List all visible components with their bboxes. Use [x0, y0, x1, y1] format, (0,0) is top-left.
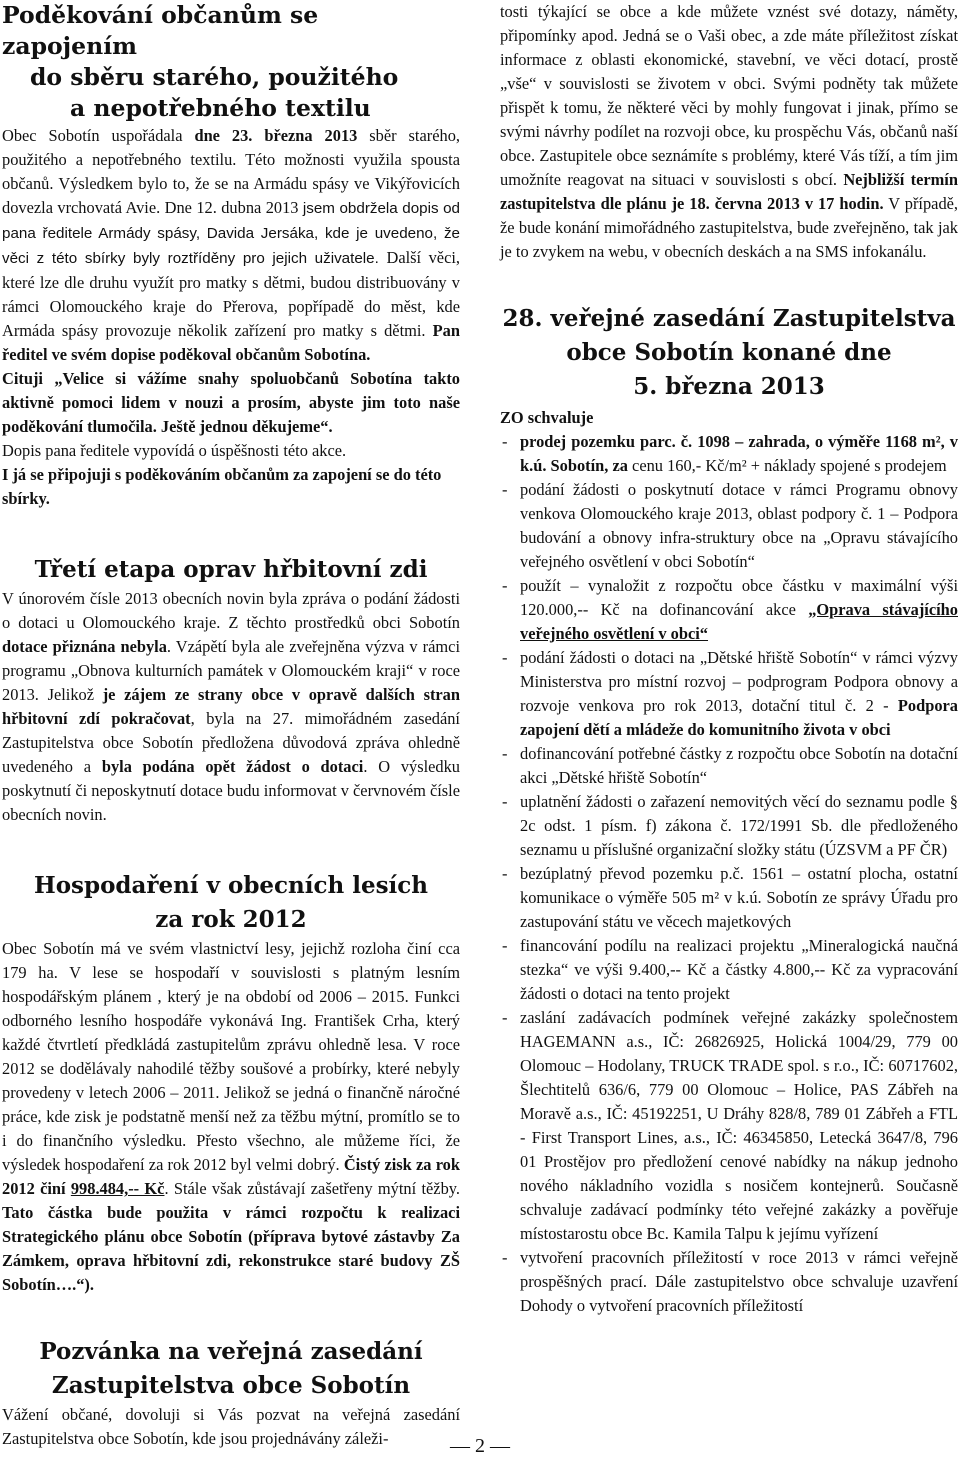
thanks-closing: I já se připojuji s poděkováním občanům za zapojení se do této sbírky.	[2, 465, 442, 508]
invite-continued: tosti týkající se obce a kde můžete vznést své dotazy, náměty, připomínky apod. Jedná se o Vaši obec, a zde máte příležitost získat informace z oblasti ekonomické, stavební, ve věci dotací, prostě „vše“ v souvislosti se životem v obci. Svými podněty tak můžete přispět k tomu, že některé věci by mohly fungovat i jinak, přímo se svými návrhy podílet na rozvoji obce, ku prospěchu Vás, občanů naší obce. Zastupitele obce seznámíte s problémy, které Vás tíží, a tím jim umožníte reagovat na situaci v souvislosti s obcí. Nejbližší termín zastupitelstva dle plánu je 18. června 2013 v 17 hodin. V případě, že bude konání mimořádného zastupitelstva, bude zveřejněno, tak jak je to zvykem na webu, v obecních deskách a na SMS infokanálu.	[500, 2, 959, 261]
invite-title	[2, 1335, 460, 1403]
left-column	[2, 0, 460, 1451]
invite-title-line1: Pozvánka na veřejná zasedání	[39, 1338, 423, 1365]
list-item: - prodej pozemku parc. č. 1098 – zahrada, o výměře 1168 m², v k.ú. Sobotín, za cenu 160,- Kč/m² + náklady spojené s prodejem	[500, 430, 958, 478]
thanks-note: Dopis pana ředitele vypovídá o úspěšnosti této akce.	[2, 441, 347, 460]
list-item: - financování podílu na realizaci projektu „Mineralogická naučná stezka“ ve výši 9.400,-- Kč a částky 4.800,-- Kč za vypracování žádosti o dotaci na tento projekt	[500, 934, 958, 1006]
list-item: - dofinancování potřebné částky z rozpočtu obce Sobotín na dotační akci „Dětské hřiště Sobotín“	[500, 742, 958, 790]
resolution-list	[500, 430, 958, 1318]
thanks-title-line2: do sběru starého, použitého	[30, 63, 399, 91]
forest-title	[2, 869, 460, 937]
list-item: - podání žádosti o poskytnutí dotace v rámci Programu obnovy venkova Olomouckého kraje 2013, oblast podpory č. 1 – Podpora budování a obnovy infra-struktury obce na „Opravu stávajícího veřejného osvětlení v obci Sobotín“	[500, 478, 958, 574]
cemetery-title: Třetí etapa oprav hřbitovní zdi	[34, 556, 428, 583]
cemetery-paragraph: V únorovém čísle 2013 obecních novin byla zpráva o podání žádosti o dotaci u Olomouckého kraje. Z těchto prostředků obci Sobotín dotace přiznána nebyla. Vzápětí byla ale zveřejněna výzva v rámci programu „Obnova kulturních památek v Olomouckém kraji“ v roce 2013. Jelikož je zájem ze strany obce v opravě dalších stran hřbitovní zdí pokračovat, byla na 27. mimořádném zasedání Zastupitelstva obce Sobotín předložena důvodová zpráva ohledně uvedeného a byla podána opět žádost o dotaci. O výsledku poskytnutí či neposkytnutí dotace budu informovat v červnovém čísle obecních novin.	[2, 589, 461, 824]
forest-title-line2: za rok 2012	[155, 906, 307, 933]
list-item: - podání žádosti o dotaci na „Dětské hřiště Sobotín“ v rámci výzvy Ministerstva pro místní rozvoj – podprogram Podpora obnovy a rozvoje venkova pro rok 2013, dotační titul č. 2 - Podpora zapojení dětí a mládeže do komunitního života v obci	[500, 646, 958, 742]
invite-title-line2: Zastupitelstva obce Sobotín	[51, 1372, 411, 1399]
meeting-title-line2: obce Sobotín konané dne	[566, 339, 892, 366]
thanks-title	[2, 0, 460, 124]
meeting-title-line3: 5. března 2013	[633, 373, 825, 400]
right-column	[500, 0, 958, 1318]
meeting-title	[500, 302, 958, 404]
forest-paragraph: Obec Sobotín má ve svém vlastnictví lesy, jejichž rozloha činí cca 179 ha. V lese se hospodaří v souvislosti s platným lesním hospodářským plánem , který je na období od 2006 – 2015. Funkci odborného lesního hospodáře vykonává Ing. František Crha, který každé čtvrtletí předkládá zastupitelům zprávu ohledně lesa. V roce 2012 se dodělávaly nahodilé těžby soušové a probírky, které nebyly provedeny v letech 2006 – 2011. Jelikož se jedná o finančně náročné práce, kde zisk je podstatně menší než za těžbu mýtní, promítlo se to i do finančního výsledku. Přesto všechno, ale můžeme říci, že výsledek hospodaření za rok 2012 byl velmi dobrý. Čistý zisk za rok 2012 činí 998.484,-- Kč. Stále však zůstávají zašetřeny mýtní těžby. Tato částka bude použita v rámci rozpočtu k realizaci Strategického plánu obce Sobotín (příprava bytové zástavby Za Zámkem, oprava hřbitovní zdi, rekonstrukce staré budovy ZŠ Sobotín….“).	[2, 939, 460, 1294]
page-number: — 2 —	[450, 1435, 510, 1457]
list-item: - vytvoření pracovních příležitostí v roce 2013 v rámci veřejně prospěšných prací. Dále zastupitelstvo obce schvaluje uzavření Dohody o vytvoření pracovních příležitostí	[500, 1246, 958, 1318]
invite-paragraph: Vážení občané, dovoluji si Vás pozvat na veřejná zasedání Zastupitelstva obce Sobotín, kde jsou projednávány záleži-	[2, 1405, 460, 1448]
thanks-title-line1: Poděkování občanům se zapojením	[2, 1, 319, 60]
list-item: - zaslání zadávacích podmínek veřejné zakázky společnostem HAGEMANN a.s., IČ: 26826925, Holická 1004/29, 779 00 Olomouc – Hodolany, TRUCK TRADE spol. s r.o., IČ: 60717602, Šlechtitelů 636/6, 779 00 Olomouc – Holice, PAS Zábřeh na Moravě a.s., IČ: 45192251, U Dráhy 828/8, 789 01 Zábřeh a FTL - First Transport Lines, a.s., IČ: 46345850, Letecká 3647/8, 796 01 Prostějov pro předložení cenové nabídky na nákup jednoho nového nákladního vozidla s nosičem kontejnerů. Současně schvaluje zadávací podmínky této veřejné zakázky a pověřuje místostarostu obce Bc. Kamila Talpu k jejímu vyřízení	[500, 1006, 958, 1246]
meeting-title-line1: 28. veřejné zasedání Zastupitelstva	[502, 305, 956, 332]
thanks-paragraph: Obec Sobotín uspořádala dne 23. března 2013 sběr starého, použitého a nepotřebného textilu. Této možnosti využila spousta občanů. Výsledkem bylo to, že se na Armádu spásy ve Vikýřovicích dovezla vrchovatá Avie. Dne 12. dubna 2013 jsem obdržela dopis od pana ředitele Armády spásy, Davida Jersáka, kde je uvedeno, že věci z této sbírky byly roztříděny pro jejich uživatele. Další věci, které lze dle druhu využít pro matky s dětmi, budou distribuovány v rámci Olomouckého kraje do Přerova, popřípadě do měst, kde Armáda spásy provozuje několik zařízení pro matky s dětmi. Pan ředitel ve svém dopise poděkoval občanům Sobotína.	[2, 126, 460, 364]
forest-title-line1: Hospodaření v obecních lesích	[33, 872, 429, 899]
list-item: - použít – vynaložit z rozpočtu obce částku v maximální výši 120.000,-- Kč na dofinancování akce „Oprava stávajícího veřejného osvětlení v obci“	[500, 574, 958, 646]
thanks-quote: Cituji „Velice si vážíme snahy spoluobčanů Sobotína takto aktivně pomoci lidem v nouzi a prosím, abyste jim toto naše poděkování tlumočila. Ještě jednou děkujeme“.	[2, 369, 460, 436]
list-item: - uplatnění žádosti o zařazení nemovitých věcí do seznamu podle § 2c odst. 1 písm. f) zákona č. 172/1991 Sb. dle předloženého seznamu u příslušné organizační složky státu (ÚZSVM a PF ČR)	[500, 790, 958, 862]
list-item: - bezúplatný převod pozemku p.č. 1561 – ostatní plocha, ostatní komunikace o výměře 505 m² v k.ú. Sobotín ze správy Úřadu pro zastupování státu ve věcech majetkových	[500, 862, 958, 934]
zo-label: ZO schvaluje	[500, 408, 594, 427]
thanks-title-line3: a nepotřebného textilu	[70, 94, 371, 122]
